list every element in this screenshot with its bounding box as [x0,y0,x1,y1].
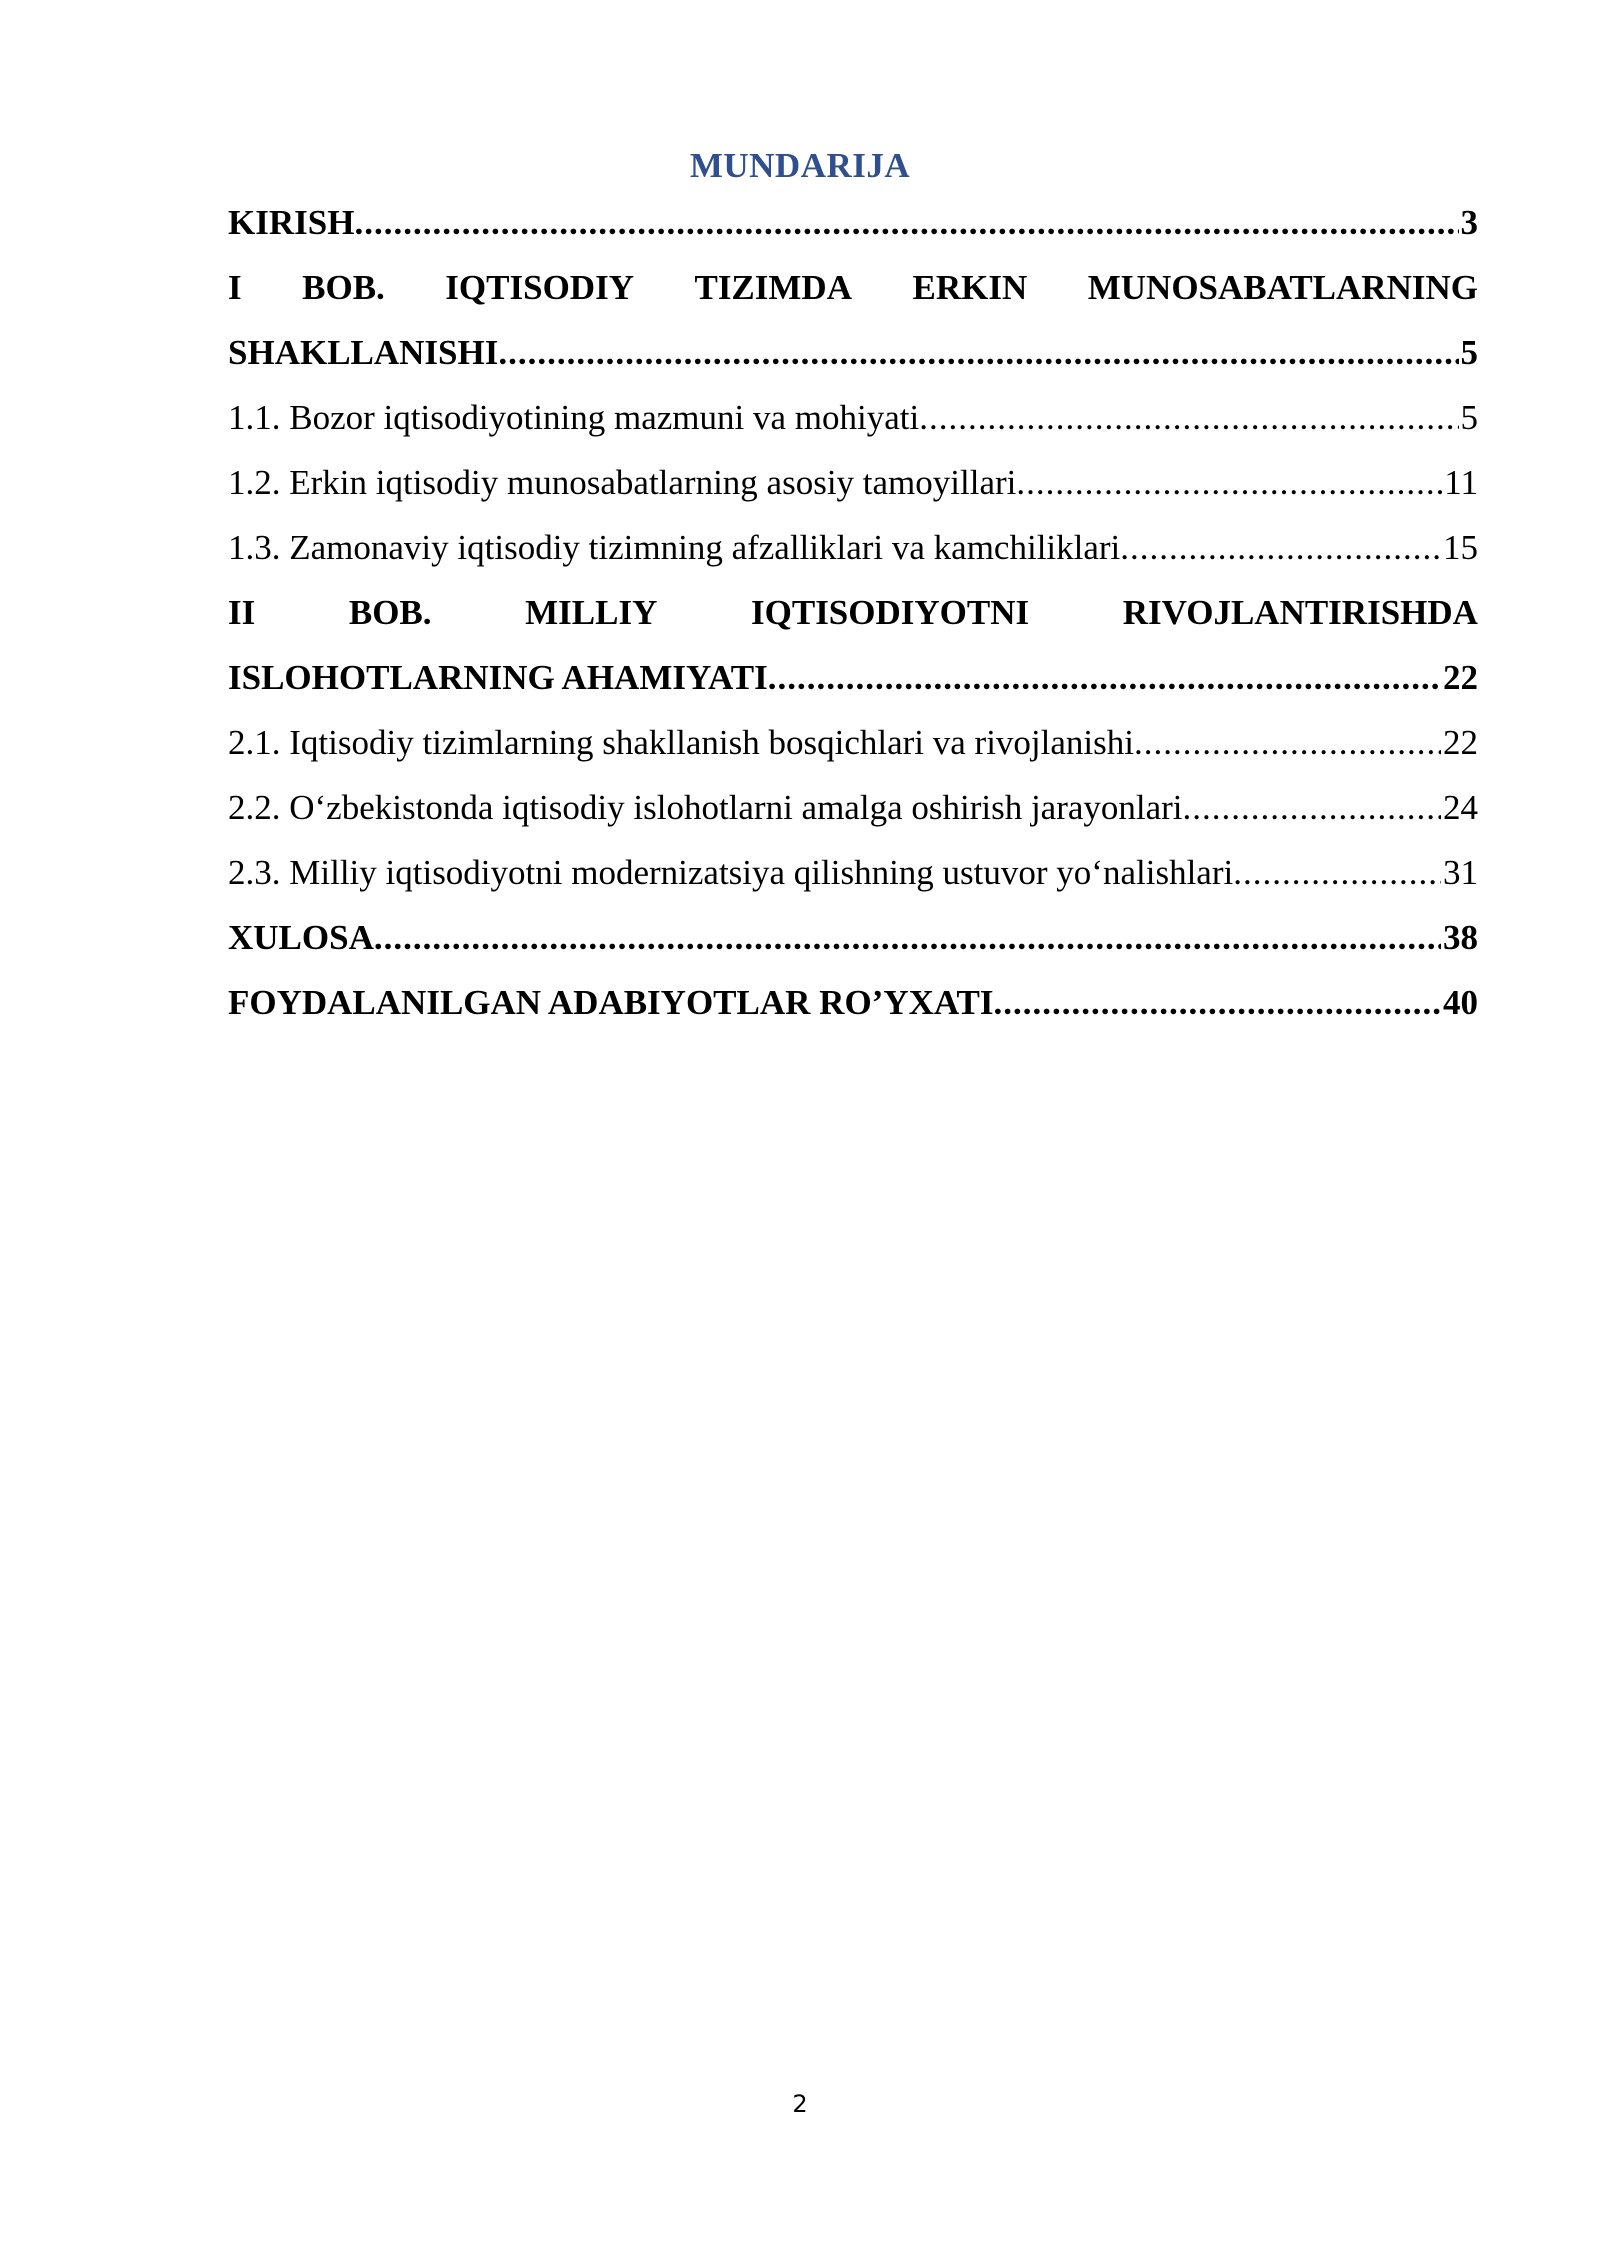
toc-entry-adabiyotlar[interactable] [228,970,1478,1035]
toc-entry-page: 3 [1460,202,1478,242]
toc-entry-label: 2.3. Milliy iqtisodiyotni modernizatsiya qilishning ustuvor yo‘nalishlari [228,852,1234,892]
table-of-contents [228,190,1478,1035]
toc-entry-2-3[interactable] [228,840,1478,905]
toc-entry-page: 22 [1443,722,1478,762]
toc-word: II [228,592,256,632]
toc-word: IQTISODIY [445,267,634,307]
toc-chapter-2-line-1[interactable] [228,580,1478,645]
toc-entry-label: SHAKLLANISHI [228,332,499,372]
toc-entry-1-3[interactable] [228,515,1478,580]
dot-leader [768,658,1441,698]
toc-word: IQTISODIYOTNI [751,592,1030,632]
toc-entry-xulosa[interactable] [228,905,1478,970]
toc-word: MUNOSABATLARNING [1087,267,1478,307]
dot-leader [1120,528,1441,568]
toc-entry-label: XULOSA [228,917,374,957]
toc-word: BOB. [302,267,385,307]
toc-entry-page: 31 [1443,852,1478,892]
toc-entry-page: 22 [1443,657,1478,697]
toc-entry-1-2[interactable] [228,450,1478,515]
dot-leader [1016,463,1442,503]
toc-entry-page: 40 [1443,982,1478,1022]
toc-entry-label: 1.1. Bozor iqtisodiyotining mazmuni va mohiyati [228,397,920,437]
toc-word: RIVOJLANTIRISHDA [1122,592,1478,632]
dot-leader [1183,788,1441,828]
toc-chapter-1-line-1[interactable] [228,255,1478,320]
page-number: 2 [792,2090,808,2118]
toc-entry-page: 24 [1443,787,1478,827]
toc-entry-1-1[interactable] [228,385,1478,450]
toc-entry-page: 5 [1460,332,1478,372]
toc-entry-label: KIRISH [228,202,355,242]
toc-entry-page: 38 [1443,917,1478,957]
toc-entry-label: 2.2. O‘zbekistonda iqtisodiy islohotlarni amalga oshirish jarayonlari [228,787,1183,827]
toc-word: I [228,267,242,307]
toc-entry-page: 11 [1444,462,1478,502]
toc-entry-2-2[interactable] [228,775,1478,840]
toc-chapter-2-line-2[interactable] [228,645,1478,710]
dot-leader [1233,853,1441,893]
dot-leader [354,203,1458,243]
toc-entry-label: FOYDALANILGAN ADABIYOTLAR RO’YXATI [228,982,994,1022]
toc-entry-2-1[interactable] [228,710,1478,775]
toc-word: BOB. [348,592,432,632]
dot-leader [374,918,1441,958]
toc-entry-label: 1.2. Erkin iqtisodiy munosabatlarning asosiy tamoyillari [228,462,1017,502]
toc-entry-label: ISLOHOTLARNING AHAMIYATI [228,657,768,697]
dot-leader [994,983,1441,1023]
toc-entry-label: 2.1. Iqtisodiy tizimlarning shakllanish bosqichlari va rivojlanishi [228,722,1134,762]
dot-leader [498,333,1458,373]
toc-title: MUNDARIJA [689,146,911,185]
dot-leader [919,398,1458,438]
toc-entry-label: 1.3. Zamonaviy iqtisodiy tizimning afzalliklari va kamchiliklari [228,527,1121,567]
toc-word: TIZIMDA [694,267,852,307]
toc-word: MILLIY [525,592,658,632]
dot-leader [1134,723,1441,763]
toc-entry-page: 5 [1460,397,1478,437]
toc-entry-page: 15 [1443,527,1478,567]
toc-word: ERKIN [912,267,1028,307]
toc-entry-kirish[interactable] [228,190,1478,255]
toc-chapter-1-line-2[interactable] [228,320,1478,385]
